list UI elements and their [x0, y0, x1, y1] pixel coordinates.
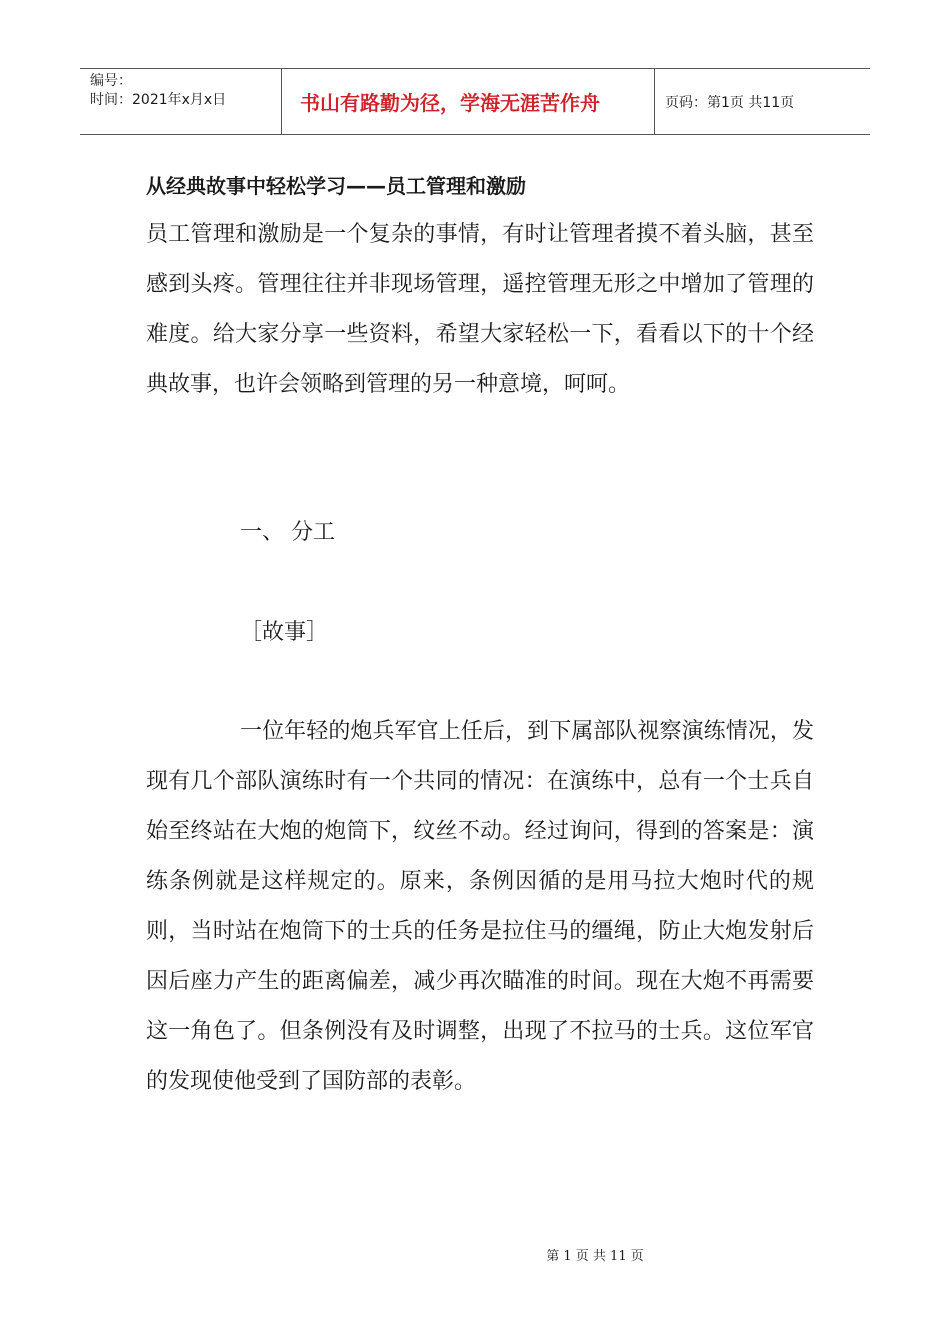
story-paragraph: 一位年轻的炮兵军官上任后，到下属部队视察演练情况，发现有几个部队演练时有一个共同的情况：在演练中，总有一个士兵自始至终站在大炮的炮筒下，纹丝不动。经过询问，得到的答案是：演练条例就是这样规定的。原来，条例因循的是用马拉大炮时代的规则，当时站在炮筒下的士兵的任务是拉住马的缰绳，防止大炮发射后因后座力产生的距离偏差，减少再次瞄准的时间。现在大炮不再需要这一角色了。但条例没有及时调整，出现了不拉马的士兵。这位军官的发现使他受到了国防部的表彰。 [146, 719, 814, 1094]
section-heading: 一、 分工 [240, 520, 335, 545]
document-title: 从经典故事中轻松学习——员工管理和激励 [146, 174, 526, 198]
header-meta-cell [80, 69, 282, 134]
intro-paragraph: 员工管理和激励是一个复杂的事情，有时让管理者摸不着头脑，甚至感到头疼。管理往往并非现场管理，遥控管理无形之中增加了管理的难度。给大家分享一些资料，希望大家轻松一下，看看以下的十个经典故事，也许会领略到管理的另一种意境，呵呵。 [146, 222, 814, 397]
page-header [80, 68, 870, 135]
serial-label: 编号： [90, 73, 132, 89]
page-footer [0, 1245, 950, 1264]
story-tag: ［故事］ [240, 620, 329, 645]
header-motto-cell [282, 69, 655, 134]
footer-page-number: 第 1 页 共 11 页 [546, 1249, 644, 1264]
header-motto: 书山有路勤为径，学海无涯苦作舟 [300, 91, 600, 115]
header-page-cell [655, 69, 870, 134]
header-page-info: 页码：第1页 共11页 [665, 94, 795, 111]
time-label: 时间：2021年x月x日 [90, 92, 227, 108]
